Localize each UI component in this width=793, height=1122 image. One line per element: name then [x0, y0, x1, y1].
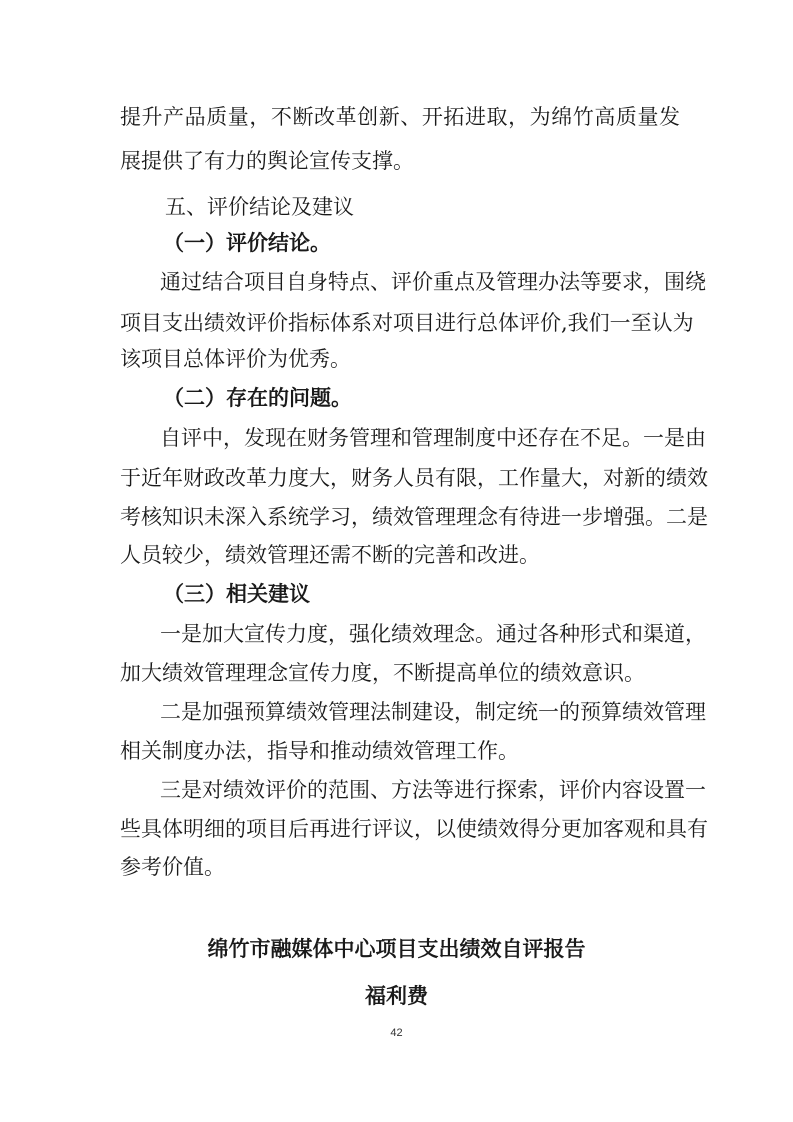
- subsection-heading: （三）相关建议: [163, 582, 310, 606]
- body-text-line: 二是加强预算绩效管理法制建设，制定统一的预算绩效管理: [160, 700, 706, 724]
- body-text-line: 参考价值。: [120, 855, 225, 879]
- body-text-line: 展提供了有力的舆论宣传支撑。: [120, 149, 414, 173]
- section-heading: 五、评价结论及建议: [165, 195, 354, 219]
- page-number: 42: [390, 1027, 403, 1039]
- body-text-line: 通过结合项目自身特点、评价重点及管理办法等要求，围绕: [160, 270, 706, 294]
- body-text-line: 相关制度办法，指导和推动绩效管理工作。: [120, 739, 519, 763]
- body-text-line: 该项目总体评价为优秀。: [120, 347, 351, 371]
- body-text-line: 提升产品质量，不断改革创新、开拓进取，为绵竹高质量发: [120, 105, 680, 129]
- subsection-heading: （二）存在的问题。: [163, 386, 352, 410]
- body-text-line: 项目支出绩效评价指标体系对项目进行总体评价,我们一至认为: [120, 311, 694, 335]
- body-text-line: 人员较少，绩效管理还需不断的完善和改进。: [120, 543, 540, 567]
- subsection-heading: （一）评价结论。: [163, 231, 331, 255]
- body-text-line: 加大绩效管理理念宣传力度，不断提高单位的绩效意识。: [120, 661, 645, 685]
- body-text-line: 自评中，发现在财务管理和管理制度中还存在不足。一是由: [160, 426, 706, 450]
- body-text-line: 于近年财政改革力度大，财务人员有限，工作量大，对新的绩效: [120, 466, 708, 490]
- body-text-line: 考核知识未深入系统学习，绩效管理理念有待进一步增强。二是: [120, 505, 708, 529]
- body-text-line: 三是对绩效评价的范围、方法等进行探索，评价内容设置一: [160, 778, 706, 802]
- body-text-line: 些具体明细的项目后再进行评议，以使绩效得分更加客观和具有: [120, 817, 708, 841]
- report-subtitle: 福利费: [365, 984, 428, 1008]
- report-title: 绵竹市融媒体中心项目支出绩效自评报告: [207, 937, 586, 961]
- body-text-line: 一是加大宣传力度，强化绩效理念。通过各种形式和渠道，: [160, 622, 706, 646]
